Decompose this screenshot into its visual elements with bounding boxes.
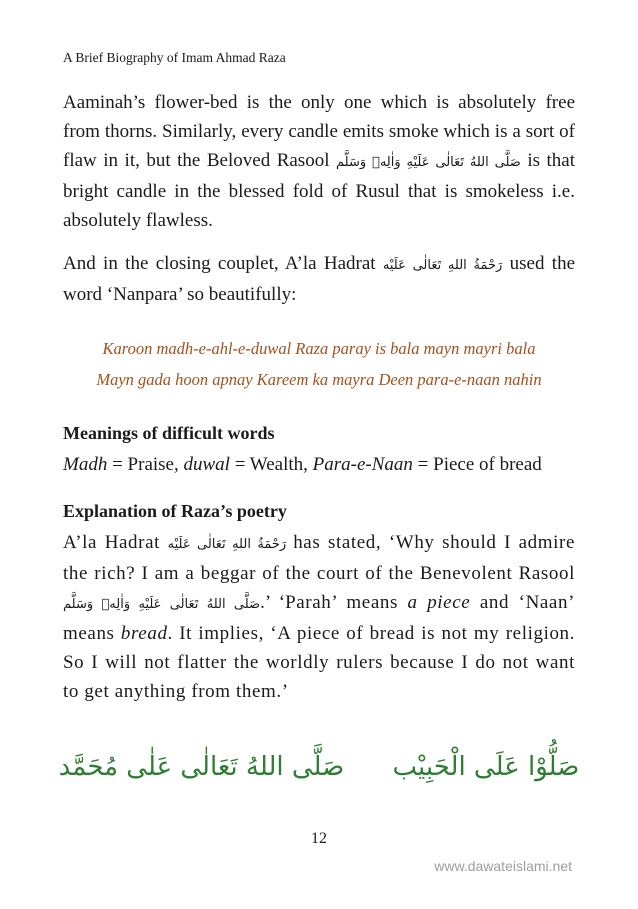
emphasis: a piece: [407, 592, 471, 613]
running-title: A Brief Biography of Imam Ahmad Raza: [63, 50, 286, 65]
couplet-line-1: Karoon madh-e-ahl-e-duwal Raza paray is bala mayn mayri bala: [102, 339, 536, 358]
paragraph-text: Aaminah’s flower-bed is the only one which is absolutely free from thorns. Similarly, every candle emits smoke which is a sort of flaw in it, but the Beloved Rasool: [63, 92, 575, 171]
paragraph-text: used the word ‘Nanpara’ so beautifully:: [63, 253, 576, 305]
paragraph-text: A’la Hadrat: [63, 532, 160, 553]
paragraph-flawless-candle: [63, 88, 575, 235]
definition: = Praise,: [107, 454, 184, 475]
rahmatullah-inscription: رَحْمَةُ اللهِ تَعَالٰى عَلَيْه: [167, 537, 287, 552]
term: duwal: [183, 454, 230, 475]
term: Madh: [63, 454, 108, 475]
durood-part-2: صَلَّى اللهُ تَعَالٰى عَلٰى مُحَمَّد: [58, 752, 345, 782]
paragraph-closing-couplet: [63, 249, 575, 309]
website-watermark: www.dawateislami.net: [434, 858, 572, 874]
paragraph-text: is that bright candle in the blessed fold of Rusul that is smokeless i.e. absolutely flawless.: [63, 150, 576, 231]
couplet-line-2: Mayn gada hoon apnay Kareem ka mayra Deen para-e-naan nahin: [96, 370, 542, 389]
durood-calligraphy: [0, 752, 638, 782]
poetry-couplet: [63, 333, 575, 395]
rahmatullah-inscription: رَحْمَةُ اللهِ تَعَالٰى عَلَيْه: [382, 258, 503, 273]
main-content: [63, 88, 575, 706]
durood-part-1: صَلُّوْا عَلَى الْحَبِيْب: [392, 752, 580, 782]
page-number: 12: [311, 830, 327, 847]
salawat-inscription: صَلَّى اللهُ تَعَالٰى عَلَيْهِ وَاٰلِهٖ وَسَلَّم: [63, 597, 261, 612]
explanation-heading: Explanation of Raza’s poetry: [63, 501, 287, 521]
meanings-definitions: [63, 450, 575, 479]
paragraph-text: and ‘Naan’ means: [63, 592, 575, 644]
emphasis: bread: [120, 623, 168, 644]
paragraph-text: .’ ‘Parah’ means: [260, 592, 398, 613]
term: Para-e-Naan: [312, 454, 413, 475]
explanation-paragraph: [63, 528, 575, 706]
paragraph-text: . It implies, ‘A piece of bread is not my religion. So I will not flatter the worldly rulers because I do not want to get anything from them.’: [63, 623, 575, 702]
meanings-heading: Meanings of difficult words: [63, 423, 275, 443]
paragraph-text: And in the closing couplet, A’la Hadrat: [63, 253, 376, 274]
paragraph-text: has stated, ‘Why should I admire the rich? I am a beggar of the court of the Benevolent Rasool: [63, 532, 576, 584]
definition: = Piece of bread: [412, 454, 542, 475]
definition: = Wealth,: [229, 454, 313, 475]
salawat-inscription: صَلَّى اللهُ تَعَالٰى عَلَيْهِ وَاٰلِهٖ وَسَلَّم: [336, 155, 521, 170]
